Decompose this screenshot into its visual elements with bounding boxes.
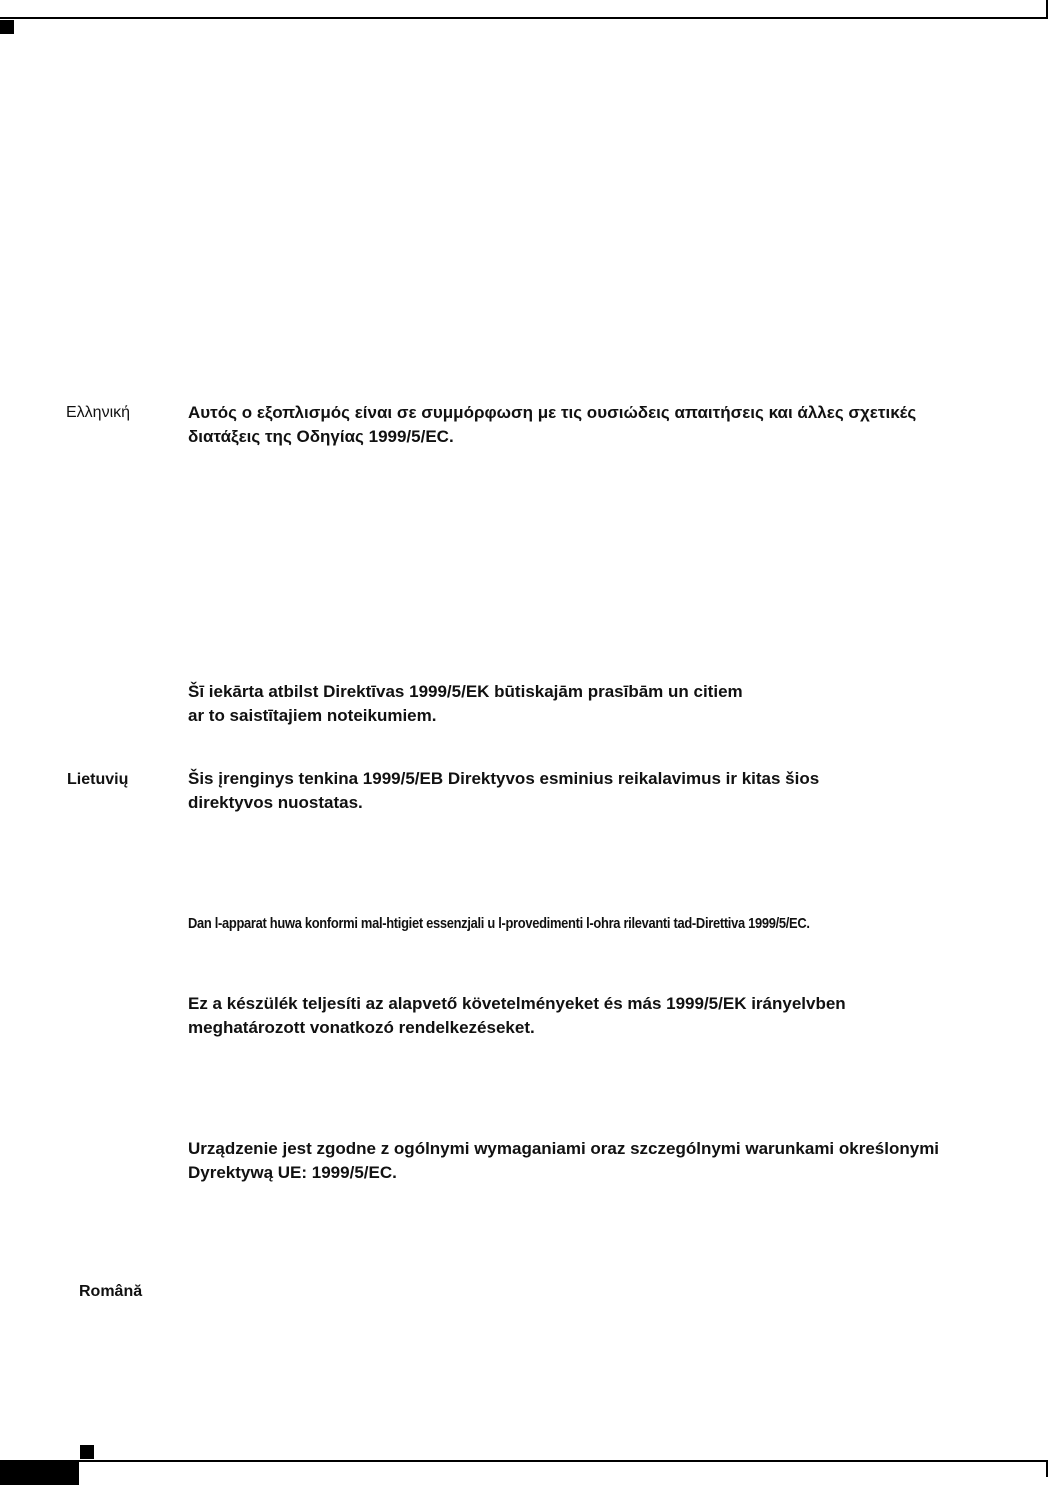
statement-lithuanian: Šis įrenginys tenkina 1999/5/EB Direktyvos esminius reikalavimus ir kitas šios direktyvos nuostatas. [188, 769, 820, 812]
statement-polish: Urządzenie jest zgodne z ogólnymi wymaganiami oraz szczególnymi warunkami określonymi Dyrektywą UE: 1999/5/EC. [188, 1139, 940, 1182]
language-label-romanian: Română [79, 1283, 143, 1300]
header-rule [0, 17, 1046, 19]
page-number-tab [0, 1461, 79, 1485]
language-label-greek: Ελληνική [66, 404, 131, 421]
footer-rule [0, 1460, 1046, 1462]
footer-rule-end-tick [1046, 1460, 1048, 1477]
statement-latvian: Šī iekārta atbilst Direktīvas 1999/5/EK būtiskajām prasībām un citiem ar to saistītajiem noteikumiem. [188, 682, 743, 725]
page-corner-marker [0, 20, 14, 34]
statement-greek: Αυτός ο εξοπλισμός είναι σε συμμόρφωση με τις ουσιώδεις απαιτήσεις και άλλες σχετικές διατάξεις της Οδηγίας 1999/5/EC. [188, 403, 917, 446]
header-rule-end-tick [1046, 0, 1048, 19]
statement-maltese: Dan l-apparat huwa konformi mal-htigiet essenzjali u l-provedimenti l-ohra rilevanti tad-Direttiva 1999/5/EC. [188, 915, 810, 932]
language-label-lithuanian: Lietuvių [67, 771, 129, 788]
statement-hungarian: Ez a készülék teljesíti az alapvető követelményeket és más 1999/5/EK irányelvben meghatározott vonatkozó rendelkezéseket. [188, 994, 846, 1037]
footer-marker [80, 1445, 94, 1459]
